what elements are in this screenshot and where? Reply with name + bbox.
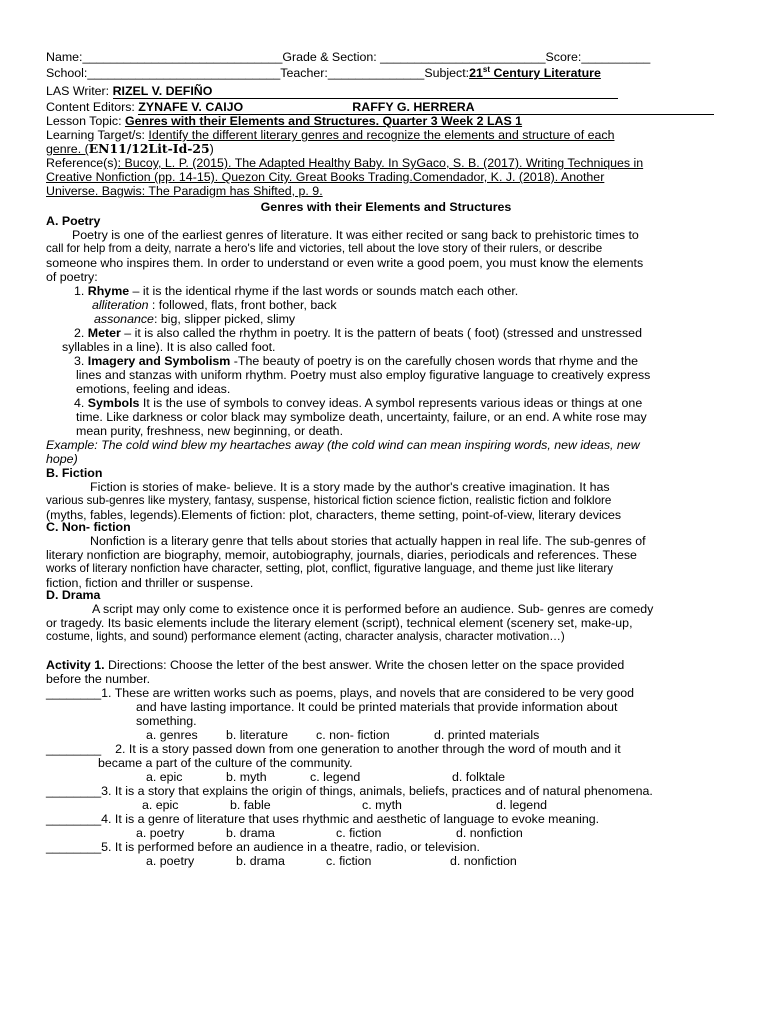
header-name-row [46, 50, 726, 64]
nonfiction-line: works of literary nonfiction have character, setting, plot, conflict, figurative language, and theme just like literary [46, 562, 614, 575]
question-4-options [136, 826, 768, 840]
option-a: a. epic [146, 770, 183, 784]
option-a: a. poetry [136, 826, 185, 840]
fiction-line: (myths, fables, legends).Elements of fiction: plot, characters, theme setting, point-of-view, literary devices [46, 508, 622, 522]
meter-term: Meter [87, 326, 121, 340]
drama-heading: D. Drama [46, 588, 101, 602]
example-line2: hope) [46, 452, 78, 466]
nonfiction-line: fiction, fiction and thriller or suspense. [46, 576, 254, 590]
option-a: a. poetry [146, 854, 195, 868]
poetry-para-line: someone who inspires them. In order to understand or even write a good poem, you must know the elements [46, 256, 644, 270]
symbols-line3: mean purity, freshness, new beginning, or death. [76, 424, 344, 438]
question-2-line2: became a part of the culture of the community. [98, 756, 353, 770]
question-4: ________4. It is a genre of literature that uses rhythmic and aesthetic of language to evoke meaning. [46, 812, 600, 826]
meter-item-line2: syllables in a line). It is also called foot. [62, 340, 276, 354]
question-1-line2: and have lasting importance. It could be printed materials that provide information about [136, 700, 618, 714]
score-label: Score: [545, 50, 582, 64]
main-title: Genres with their Elements and Structures [260, 200, 512, 214]
example-line1: Example: The cold wind blew my heartaches away (the cold wind can mean inspiring words, new ideas, new [46, 438, 640, 452]
fiction-line: various sub-genres like mystery, fantasy, suspense, historical fiction science fiction, realistic fiction and folklore [46, 494, 612, 507]
imagery-item: 3. Imagery and Symbolism -The beauty of poetry is on the carefully chosen words that rhyme and the [74, 354, 639, 368]
option-c: c. legend [310, 770, 361, 784]
topic-label: Lesson Topic: [46, 114, 125, 128]
poetry-para-line: call for help from a deity, narrate a hero's life and victories, tell about the love story of their rulers, or describe [46, 242, 603, 255]
option-b: b. fable [230, 798, 271, 812]
symbols-item: 4. Symbols It is the use of symbols to convey ideas. A symbol represents various ideas or things at one [74, 396, 643, 410]
nonfiction-line: Nonfiction is a literary genre that tells about stories that actually happen in real life. The sub-genres of [90, 534, 646, 548]
option-d: d. folktale [452, 770, 506, 784]
imagery-line3: emotions, feeling and ideas. [76, 382, 231, 396]
editor-2: RAFFY G. HERRERA [352, 100, 714, 115]
reference-row-1: Reference(s): Bucoy, L. P. (2015). The Adapted Healthy Baby. In SyGaco, S. B. (2017). Writing Techniques in [46, 156, 644, 170]
poetry-para-line: of poetry: [46, 270, 98, 284]
meter-item: 2. Meter – it is also called the rhythm in poetry. It is the pattern of beats ( foot) (stressed and unstressed [74, 326, 642, 340]
question-1-line3: something. [136, 714, 197, 728]
question-2-options [146, 770, 768, 784]
target-value: Identify the different literary genres and recognize the elements and structure of each [148, 128, 615, 142]
option-c: c. myth [362, 798, 402, 812]
school-label: School: [46, 66, 88, 80]
option-d: d. legend [496, 798, 547, 812]
reference-label: Reference(s) [46, 156, 118, 170]
question-2: ________ 2. It is a story passed down from one generation to another through the word of mouth and it [46, 742, 621, 756]
score-blank: __________ [581, 50, 651, 64]
subject-label: Subject: [424, 66, 470, 80]
option-c: c. fiction [336, 826, 382, 840]
alliteration-item: alliteration : followed, flats, front bother, back [92, 298, 337, 312]
header-school-row [46, 66, 726, 80]
fiction-line: Fiction is stories of make- believe. It is a story made by the author's creative imagination. It has [90, 480, 610, 494]
answer-blank[interactable]: ________ [46, 686, 102, 700]
option-d: d. printed materials [434, 728, 540, 742]
writer-label: LAS Writer: [46, 84, 113, 98]
activity-label: Activity 1. [46, 658, 105, 672]
option-b: b. myth [226, 770, 267, 784]
option-c: c. non- fiction [316, 728, 390, 742]
drama-line: costume, lights, and sound) performance element (acting, character analysis, character motivation…) [46, 630, 565, 643]
fiction-heading: B. Fiction [46, 466, 103, 480]
editors-row [46, 100, 726, 115]
nonfiction-line: literary nonfiction are biography, memoir, autobiography, journals, diaries, periodicals and references. These [46, 548, 637, 562]
option-a: a. epic [142, 798, 179, 812]
answer-blank[interactable]: ________ [46, 812, 102, 826]
target-code: EN11/12Lit-Id-25 [88, 141, 210, 156]
answer-blank[interactable]: ________ [46, 784, 102, 798]
teacher-blank: ______________ [327, 66, 425, 80]
topic-value: Genres with their Elements and Structures. Quarter 3 Week 2 LAS 1 [124, 114, 523, 128]
question-5: ________5. It is performed before an audience in a theatre, radio, or television. [46, 840, 480, 854]
activity-directions: Activity 1. Directions: Choose the letter of the best answer. Write the chosen letter on the space provided [46, 658, 625, 672]
poetry-para-line: Poetry is one of the earliest genres of literature. It was either recited or sang back to prehistoric times to [72, 228, 639, 242]
symbols-line2: time. Like darkness or color black may symbolize death, uncertainty, failure, or an end. A white rose may [76, 410, 647, 424]
subject-value: 21st Century Literature [469, 64, 601, 80]
answer-blank[interactable]: ________ [46, 742, 102, 756]
option-d: d. nonfiction [450, 854, 517, 868]
assonance-item: assonance: big, slipper picked, slimy [94, 312, 296, 326]
option-c: c. fiction [326, 854, 372, 868]
topic-row [46, 114, 726, 128]
nonfiction-heading: C. Non- fiction [46, 520, 131, 534]
question-5-options [146, 854, 768, 868]
option-d: d. nonfiction [456, 826, 523, 840]
grade-blank: ________________________ [380, 50, 546, 64]
target-label: Learning Target/s: [46, 128, 149, 142]
school-blank: ____________________________ [87, 66, 281, 80]
poetry-heading: A. Poetry [46, 214, 101, 228]
name-blank: _____________________________ [82, 50, 283, 64]
writer-value: RIZEL V. DEFIÑO [113, 84, 618, 99]
option-b: b. literature [226, 728, 288, 742]
name-label: Name: [46, 50, 83, 64]
editors-label: Content Editors: [46, 100, 139, 114]
option-b: b. drama [226, 826, 275, 840]
reference-row-3: Universe. Bagwis: The Paradigm has Shifted, p. 9. [46, 184, 323, 198]
imagery-term: Imagery and Symbolism [87, 354, 231, 368]
option-a: a. genres [146, 728, 198, 742]
symbols-term: Symbols [87, 396, 140, 410]
editor-1: ZYNAFE V. CAIJO [138, 100, 352, 115]
drama-line: A script may only come to existence once it is performed before an audience. Sub- genres are comedy [92, 602, 654, 616]
drama-line: or tragedy. Its basic elements include the literary element (script), technical element (scenery set, make-up, [46, 616, 633, 630]
option-b: b. drama [236, 854, 285, 868]
question-1-options [146, 728, 768, 742]
rhyme-term: Rhyme [87, 284, 130, 298]
imagery-line2: lines and stanzas with uniform rhythm. Poetry must also employ figurative language to creatively express [76, 368, 651, 382]
answer-blank[interactable]: ________ [46, 840, 102, 854]
target-row-2: genre. (EN11/12Lit-Id-25) [46, 141, 214, 156]
teacher-label: Teacher: [280, 66, 328, 80]
question-1: ________1. These are written works such as poems, plays, and novels that are considered to be very good [46, 686, 634, 700]
question-3-options [142, 798, 768, 812]
rhyme-item: 1. Rhyme – it is the identical rhyme if the last words or sounds match each other. [74, 284, 519, 298]
question-3: ________3. It is a story that explains the origin of things, animals, beliefs, practices and of natural phenomena. [46, 784, 653, 798]
grade-label: Grade & Section: [282, 50, 377, 64]
reference-row-2: Creative Nonfiction (pp. 14-15). Quezon City. Great Books Trading.Comendador, K. J. (2018). Another [46, 170, 605, 184]
writer-row [46, 84, 726, 99]
activity-directions-line2: before the number. [46, 672, 151, 686]
